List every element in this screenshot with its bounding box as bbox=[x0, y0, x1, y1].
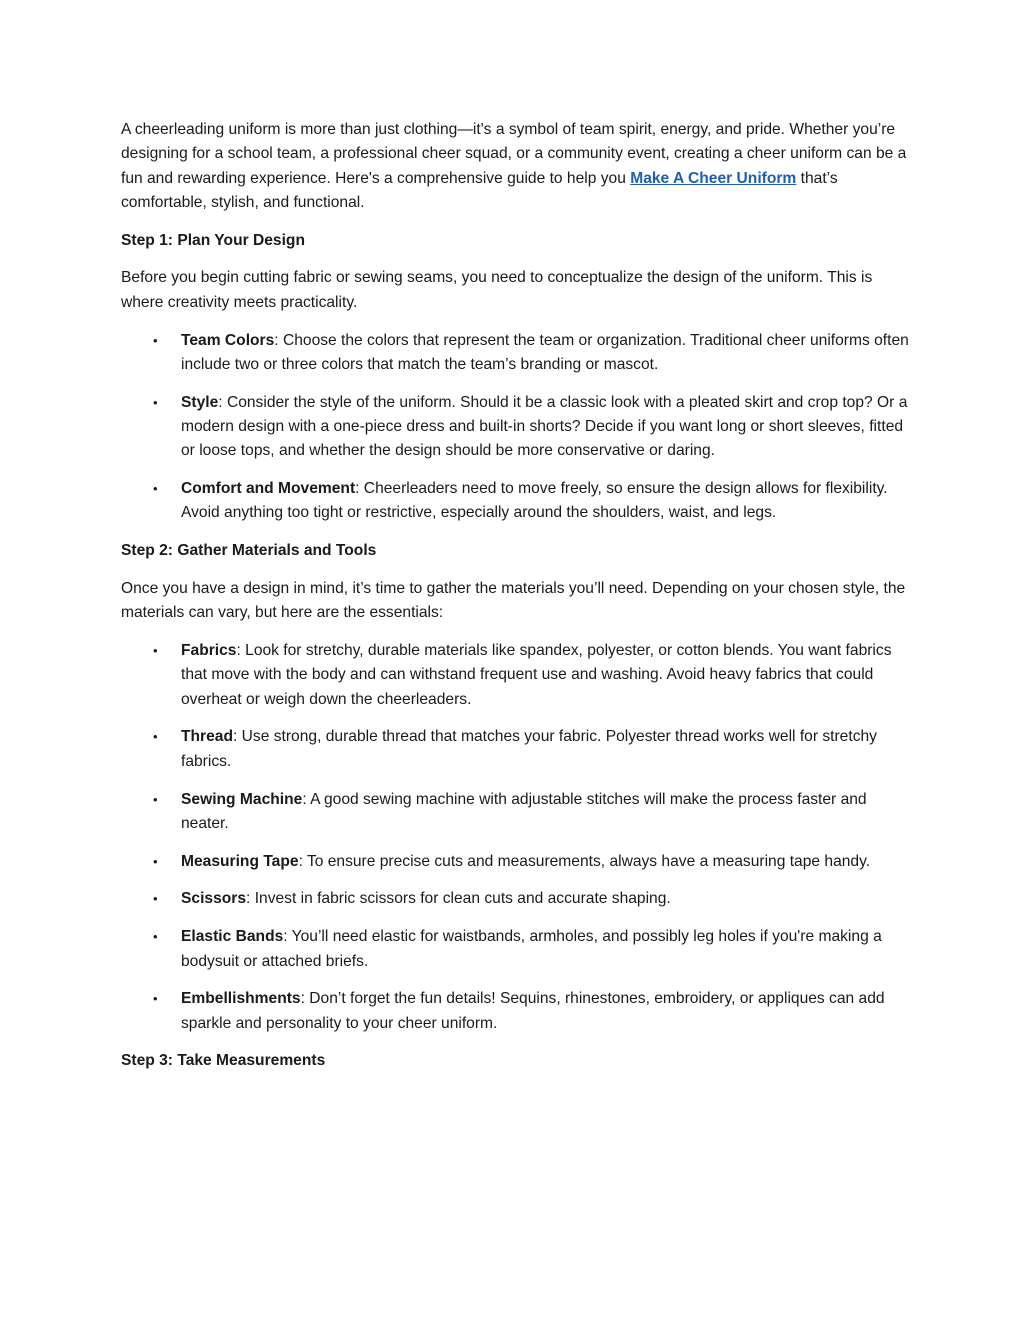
document-page bbox=[121, 118, 911, 1087]
step2-paragraph: Once you have a design in mind, it’s time to gather the materials you’ll need. Depending on your chosen style, the materials can vary, but here are the essentials: bbox=[121, 579, 906, 622]
list-item-text: : Choose the colors that represent the team or organization. Traditional cheer uniforms often include two or three colors that match the team’s branding or mascot. bbox=[181, 331, 909, 373]
list-item-term: Team Colors bbox=[181, 331, 275, 349]
bullet-icon: • bbox=[153, 729, 158, 745]
step1-list bbox=[121, 329, 911, 526]
list-item bbox=[121, 887, 911, 911]
list-item-text: : Don’t forget the fun details! Sequins, rhinestones, embroidery, or appliques can add sparkle and personality to your cheer uniform. bbox=[181, 990, 885, 1032]
bullet-icon: • bbox=[153, 332, 158, 348]
bullet-icon: • bbox=[153, 791, 158, 807]
list-item bbox=[121, 639, 911, 712]
list-item-text: : Cheerleaders need to move freely, so ensure the design allows for flexibility. Avoid anything too tight or restrictive, especially around the shoulders, waist, and legs. bbox=[181, 480, 888, 522]
list-item bbox=[121, 925, 911, 974]
make-a-cheer-uniform-link[interactable]: Make A Cheer Uniform bbox=[630, 169, 797, 187]
bullet-icon: • bbox=[153, 891, 158, 907]
list-item-term: Fabrics bbox=[181, 642, 237, 660]
list-item bbox=[121, 987, 911, 1036]
list-item-text: : Consider the style of the uniform. Should it be a classic look with a pleated skirt and crop top? Or a modern design with a one-piece dress and built-in shorts? Decide if you want long or short sleeves, fitted or loose tops, and whether the design should be more conservative or daring. bbox=[181, 393, 908, 460]
intro-paragraph bbox=[121, 118, 911, 215]
list-item-text: : A good sewing machine with adjustable stitches will make the process faster and neater. bbox=[181, 790, 867, 832]
bullet-icon: • bbox=[153, 853, 158, 869]
list-item-text: : Invest in fabric scissors for clean cuts and accurate shaping. bbox=[246, 890, 671, 908]
step2-heading: Step 2: Gather Materials and Tools bbox=[121, 542, 377, 560]
list-item-text: : Use strong, durable thread that matches your fabric. Polyester thread works well for stretchy fabrics. bbox=[181, 728, 877, 770]
list-item bbox=[121, 477, 911, 526]
bullet-icon: • bbox=[153, 481, 158, 497]
intro-text: A cheerleading uniform is more than just clothing—it's a symbol of team spirit, energy, and pride. Whether you’re designing for a school team, a professional cheer squad, or a community event, creating a cheer uniform can be a fun and rewarding experience. Here's a comprehensive guide to help you bbox=[121, 121, 907, 187]
list-item-term: Sewing Machine bbox=[181, 790, 303, 808]
bullet-icon: • bbox=[153, 929, 158, 945]
step2-list bbox=[121, 639, 911, 1036]
list-item bbox=[121, 391, 911, 464]
step3-heading: Step 3: Take Measurements bbox=[121, 1052, 326, 1070]
list-item-text: : To ensure precise cuts and measurements, always have a measuring tape handy. bbox=[298, 852, 871, 870]
list-item bbox=[121, 850, 911, 874]
bullet-icon: • bbox=[153, 394, 158, 410]
list-item-term: Elastic Bands bbox=[181, 928, 284, 946]
intro-text-end: that’s comfortable, stylish, and functional. bbox=[121, 169, 838, 211]
list-item-text: : You’ll need elastic for waistbands, armholes, and possibly leg holes if you're making a bodysuit or attached briefs. bbox=[181, 928, 882, 970]
list-item-term: Comfort and Movement bbox=[181, 480, 356, 498]
list-item-term: Style bbox=[181, 393, 219, 411]
list-item-text: : Look for stretchy, durable materials like spandex, polyester, or cotton blends. You want fabrics that move with the body and can withstand frequent use and washing. Avoid heavy fabrics that could overheat or weigh down the cheerleaders. bbox=[181, 642, 892, 708]
step1-paragraph: Before you begin cutting fabric or sewing seams, you need to conceptualize the design of the uniform. This is where creativity meets practicality. bbox=[121, 269, 873, 311]
list-item bbox=[121, 329, 911, 378]
list-item-term: Thread bbox=[181, 728, 233, 746]
list-item-term: Scissors bbox=[181, 890, 247, 908]
bullet-icon: • bbox=[153, 643, 158, 659]
list-item-term: Measuring Tape bbox=[181, 852, 299, 870]
bullet-icon: • bbox=[153, 991, 158, 1007]
list-item bbox=[121, 788, 911, 837]
list-item-term: Embellishments bbox=[181, 990, 301, 1008]
list-item bbox=[121, 725, 911, 774]
step1-heading: Step 1: Plan Your Design bbox=[121, 231, 305, 249]
